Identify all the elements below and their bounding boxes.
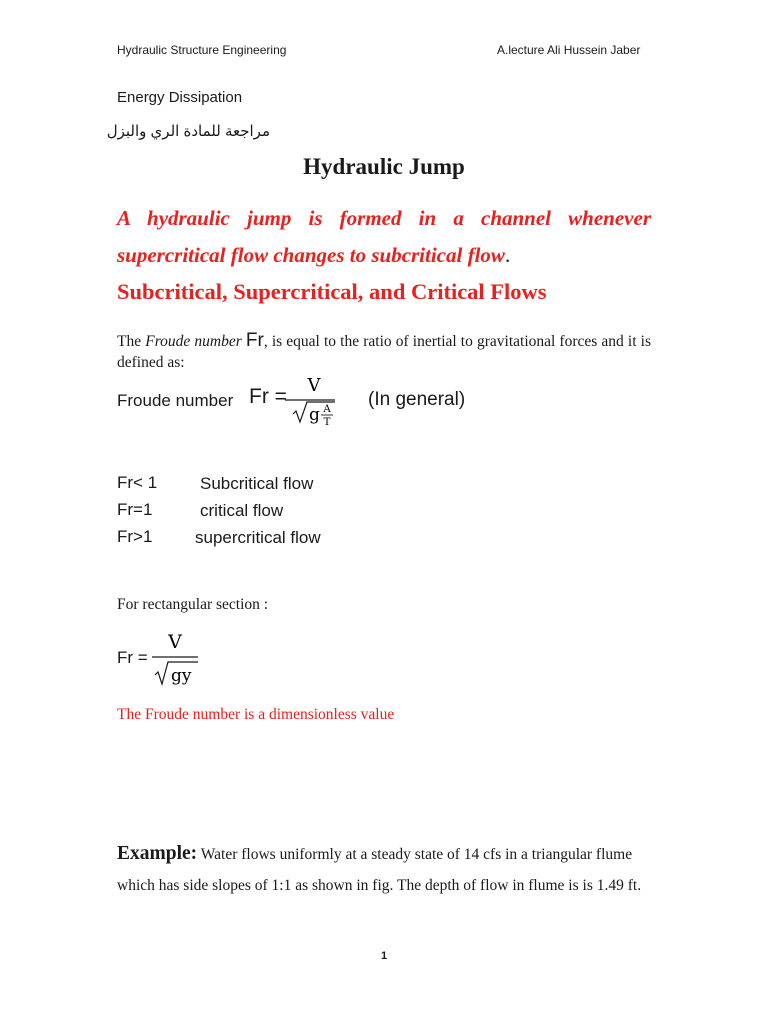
header-course-title: Hydraulic Structure Engineering xyxy=(117,43,287,57)
rectangular-label: For rectangular section : xyxy=(117,596,269,613)
page-number: 1 xyxy=(380,950,388,962)
topic-subtitle: Energy Dissipation xyxy=(117,89,243,106)
general-g: g xyxy=(309,405,320,425)
example-paragraph xyxy=(117,838,651,901)
condition-supercritical-label: supercritical flow xyxy=(195,528,321,547)
header-lecturer: A.lecture Ali Hussein Jaber xyxy=(497,43,641,57)
general-area: A xyxy=(323,403,331,415)
rect-numerator: V xyxy=(168,631,182,653)
rect-radicand: gy xyxy=(171,666,192,686)
section-heading: Subcritical, Supercritical, and Critical Flows xyxy=(117,279,547,304)
froude-definition xyxy=(117,330,651,373)
condition-critical: Fr=1 xyxy=(117,500,153,519)
rect-formula-lhs: Fr = xyxy=(117,648,148,667)
general-top-width: T xyxy=(323,416,331,426)
intro-text: A hydraulic jump is formed in a channel whenever supercritical flow changes to subcritical flow xyxy=(117,206,651,267)
condition-subcritical-label: Subcritical flow xyxy=(200,474,314,493)
dimensionless-note: The Froude number is a dimensionless value xyxy=(117,706,395,723)
intro-period: . xyxy=(504,243,511,267)
formula-lhs: Fr = xyxy=(249,385,287,408)
condition-supercritical: Fr>1 xyxy=(117,527,153,546)
def-suffix: , is equal to the ratio of inertial to gravitational forces and it is defined as: xyxy=(117,333,651,371)
formula-note: (In general) xyxy=(368,389,466,410)
example-label: Example: xyxy=(117,843,198,864)
general-formula-fraction xyxy=(285,370,341,426)
formula-label: Froude number xyxy=(117,391,234,410)
def-symbol: Fr xyxy=(245,330,264,351)
page-title: Hydraulic Jump xyxy=(303,154,465,179)
def-term: Froude number xyxy=(145,333,242,350)
def-prefix: The xyxy=(117,333,146,350)
arabic-note: مراجعة للمادة الري والبزل xyxy=(106,123,270,140)
intro-statement xyxy=(117,200,651,274)
condition-critical-label: critical flow xyxy=(200,501,284,520)
rect-formula-fraction xyxy=(152,626,204,690)
general-numerator: V xyxy=(307,375,321,396)
condition-subcritical: Fr< 1 xyxy=(117,473,158,492)
example-text: Water flows uniformly at a steady state of 14 cfs in a triangular flume which has side slopes of 1:1 as shown in fig. The depth of flow in flume is is 1.49 ft. xyxy=(117,846,642,894)
